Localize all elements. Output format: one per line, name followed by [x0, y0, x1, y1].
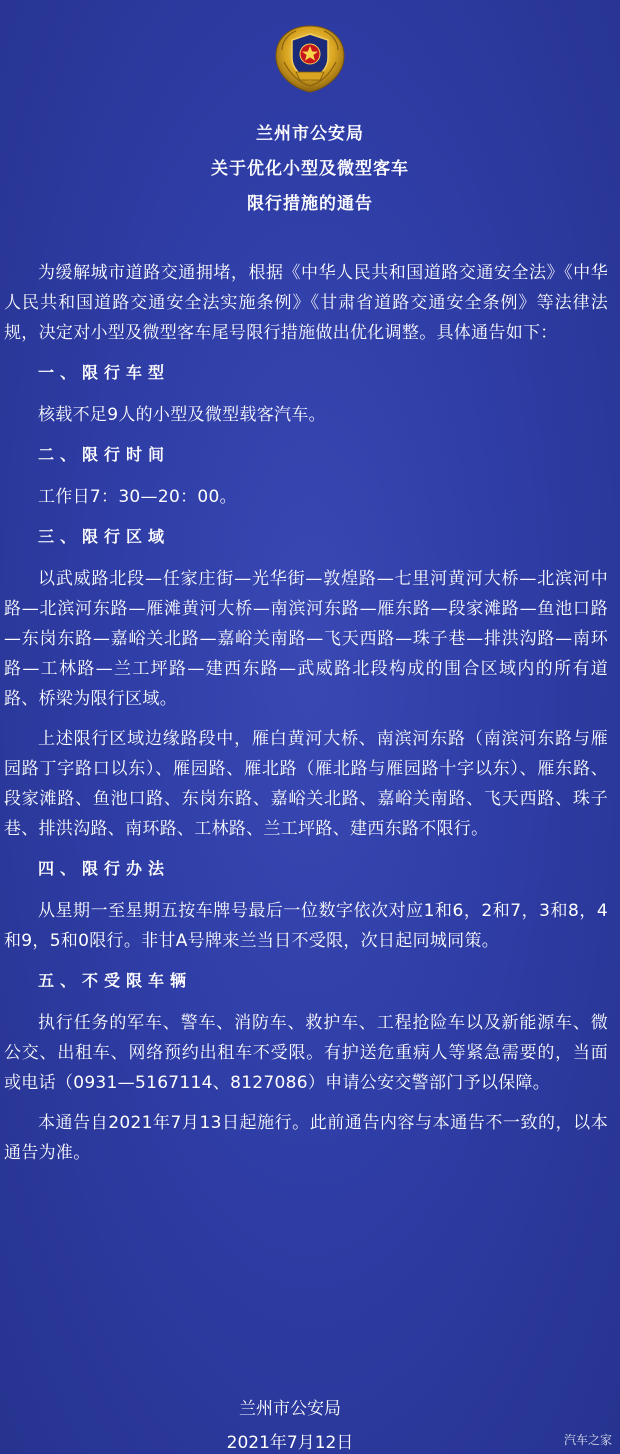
signature-org: 兰州市公安局 [239, 1399, 341, 1419]
section-exempt-paragraph: 执行任务的军车、警车、消防车、救护车、工程抢险车以及新能源车、微公交、出租车、网络预约出租车不受限。有护送危重病人等紧急需要的，当面或电话（0931—5167114、8127086）申请公安交警部门予以保障。 [4, 1013, 608, 1093]
intro-paragraph: 为缓解城市道路交通拥堵，根据《中华人民共和国道路交通安全法》《中华人民共和国道路交通安全法实施条例》《甘肃省道路交通安全条例》等法律法规，决定对小型及微型客车尾号限行措施做出优化调整。具体通告如下： [4, 263, 608, 343]
notice-body [4, 258, 612, 1178]
section-heading-vehicle-type: 一、限行车型 [38, 363, 171, 382]
section-area-paragraph-2: 上述限行区域边缘路段中，雁白黄河大桥、南滨河东路（南滨河东路与雁园路丁字路口以东）、雁园路、雁北路（雁北路与雁园路十字以东）、雁东路、段家滩路、鱼池口路、东岗东路、嘉峪关北路、嘉峪关南路、飞天西路、珠子巷、排洪沟路、南环路、工林路、兰工坪路、建西东路不限行。 [4, 729, 608, 839]
signature-date: 2021年7月12日 [226, 1433, 354, 1453]
section-area-paragraph-1: 以武威路北段—任家庄街—光华街—敦煌路—七里河黄河大桥—北滨河中路—北滨河东路—雁滩黄河大桥—南滨河东路—雁东路—段家滩路—鱼池口路—东岗东路—嘉峪关北路—嘉峪关南路—飞天西路—珠子巷—排洪沟路—南环路—工林路—兰工坪路—建西东路—武威路北段构成的围合区域内的所有道路、桥梁为限行区域。 [4, 569, 608, 709]
section-time-text: 工作日7：30—20：00。 [38, 487, 237, 507]
section-heading-exempt: 五、不受限车辆 [38, 971, 193, 990]
notice-title-line1: 关于优化小型及微型客车 [211, 159, 409, 179]
effective-date-paragraph: 本通告自2021年7月13日起施行。此前通告内容与本通告不一致的，以本通告为准。 [4, 1113, 608, 1163]
notice-title-line2: 限行措施的通告 [247, 194, 373, 214]
police-badge-icon [270, 22, 350, 94]
section-heading-method: 四、限行办法 [38, 859, 171, 878]
section-heading-area: 三、限行区域 [38, 527, 171, 546]
section-method-paragraph: 从星期一至星期五按车牌号最后一位数字依次对应1和6，2和7，3和8，4和9，5和0限行。非甘A号牌来兰当日不受限，次日起同城同策。 [4, 901, 608, 951]
section-vehicle-type-text: 核载不足9人的小型及微型载客汽车。 [38, 405, 326, 425]
section-heading-time: 二、限行时间 [38, 445, 171, 464]
watermark: 汽车之家 [563, 1433, 612, 1447]
issuer-title: 兰州市公安局 [256, 124, 364, 144]
